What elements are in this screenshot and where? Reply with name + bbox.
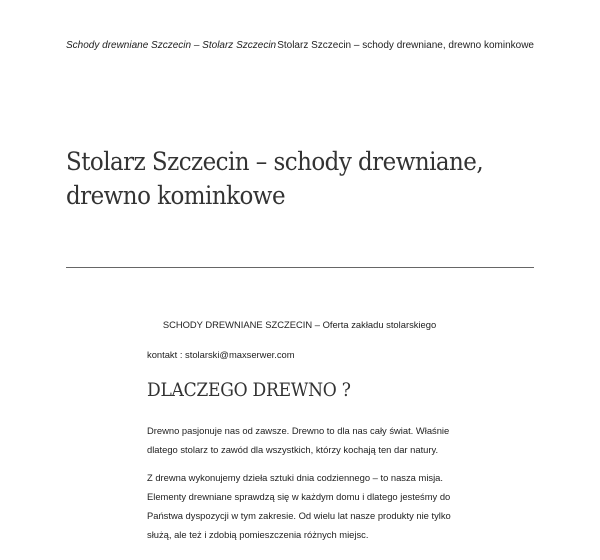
tagline: SCHODY DREWNIANE SZCZECIN – Oferta zakładu stolarskiego <box>162 319 437 330</box>
site-title-link[interactable]: Schody drewniane Szczecin – Stolarz Szczecin <box>66 40 277 51</box>
paragraph: Z drewna wykonujemy dzieła sztuki dnia codziennego – to nasza misja. Elementy drewniane sprawdzą się w każdym domu i dlatego jesteśmy do Państwa dyspozycji w tym zakresie. Od wielu lat nasze produkty nie tylko służą, ale też i zdobią pomieszczenia różnych miejsc. <box>147 472 451 540</box>
title-divider <box>66 267 534 268</box>
nav-link-home[interactable]: Stolarz Szczecin – schody drewniane, drewno kominkowe <box>277 40 534 51</box>
contact-label: kontakt : <box>147 349 186 360</box>
contact-line <box>147 348 295 361</box>
page-title: Stolarz Szczecin – schody drewniane, drewno kominkowe <box>66 147 484 210</box>
site-header <box>66 39 534 53</box>
contact-email-link[interactable]: stolarski@maxserwer.com <box>185 349 295 360</box>
paragraph: Drewno pasjonuje nas od zawsze. Drewno to dla nas cały świat. Właśnie dlatego stolarz to zawód dla wszystkich, którzy kochają ten dar natury. <box>147 425 450 455</box>
section-heading: DLACZEGO DREWNO ? <box>147 379 351 401</box>
